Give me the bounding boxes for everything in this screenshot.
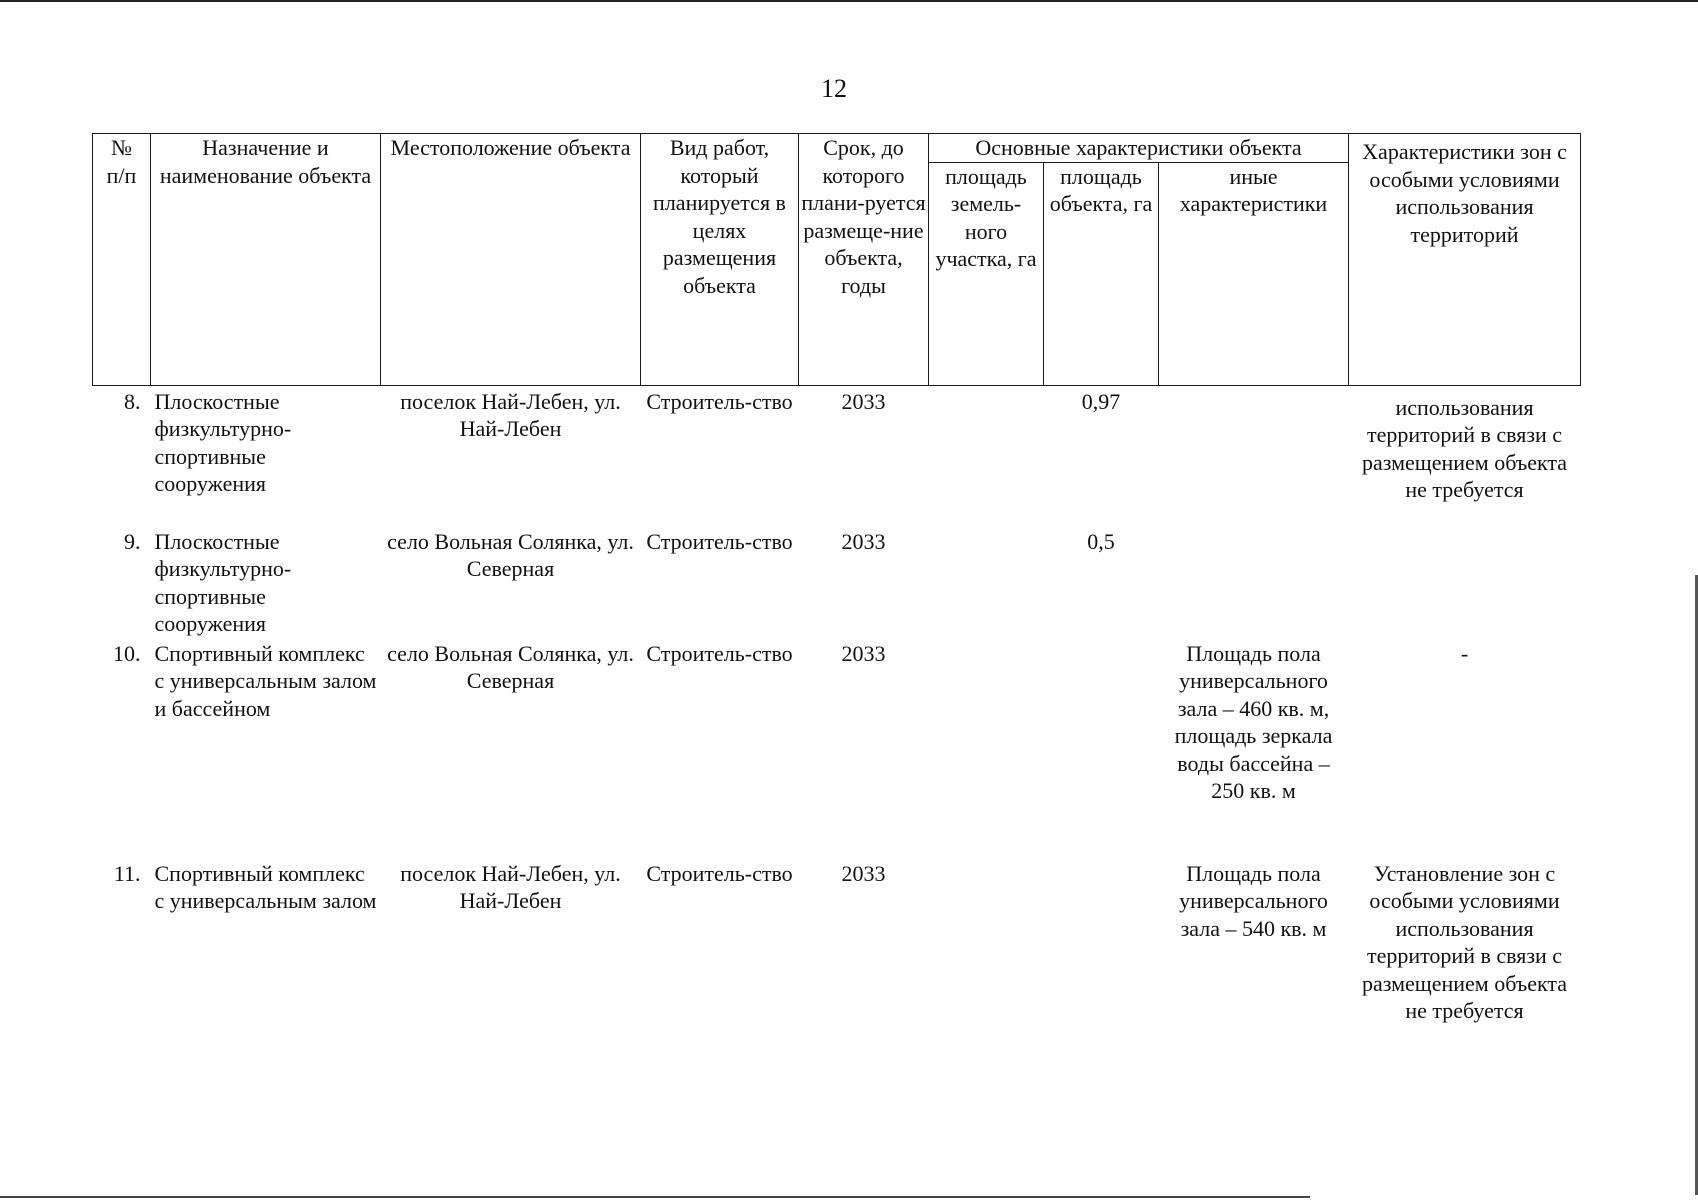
row-land-area: [929, 385, 1044, 526]
row-zones: использования территорий в связи с размещением объекта не требуется: [1361, 394, 1568, 502]
row-other: Площадь пола универсального зала – 460 кв. м, площадь зеркала воды бассейна – 250 кв. м: [1174, 640, 1333, 803]
table-row: [93, 858, 1581, 1090]
row-object-area: 0,5: [1087, 528, 1115, 554]
row-name: Спортивный комплекс с универсальным залом: [154, 860, 377, 913]
row-name: Спортивный комплекс с универсальным залом и бассейном: [154, 640, 377, 721]
row-object-area: 0,97: [1081, 388, 1121, 414]
row-name: Плоскостные физкультурно-спортивные сооружения: [154, 388, 292, 496]
row-year: 2033: [841, 528, 886, 554]
header-land-area: площадь земель-ного участка, га: [929, 162, 1044, 385]
row-zones: Установление зон с особыми условиями использования территорий в связи с размещением объекта не требуется: [1361, 860, 1568, 1023]
table-row: [93, 385, 1581, 526]
page-number: 12: [821, 74, 847, 103]
row-work: Строитель-ство: [646, 640, 793, 666]
row-other: [1159, 526, 1349, 638]
row-location: село Вольная Солянка, ул. Северная: [387, 640, 634, 693]
row-land-area: [929, 638, 1044, 858]
row-object-area: [1044, 638, 1159, 858]
row-work: Строитель-ство: [646, 388, 793, 414]
row-year: 2033: [841, 388, 886, 414]
table-row: [93, 526, 1581, 638]
row-land-area: [929, 858, 1044, 1090]
row-location: село Вольная Солянка, ул. Северная: [387, 528, 634, 581]
row-location: поселок Най-Лебен, ул. Най-Лебен: [400, 388, 621, 441]
header-deadline: Срок, до которого плани-руется размеще-ние объекта, годы: [799, 134, 929, 386]
table-row: [93, 638, 1581, 858]
row-land-area: [929, 526, 1044, 638]
header-main-characteristics: Основные характеристики объекта: [929, 134, 1349, 163]
row-num: 9.: [124, 528, 141, 554]
row-other: Площадь пола универсального зала – 540 кв. м: [1179, 860, 1328, 941]
row-num: 8.: [124, 388, 141, 414]
row-object-area: [1044, 858, 1159, 1090]
header-location: Местоположение объекта: [381, 134, 641, 386]
header-work-type: Вид работ, который планируется в целях размещения объекта: [641, 134, 799, 386]
header-zones: Характеристики зон с особыми условиями использования территорий: [1349, 134, 1581, 386]
row-work: Строитель-ство: [646, 860, 793, 886]
header-other-characteristics: иные характеристики: [1159, 162, 1349, 385]
header-num: № п/п: [93, 134, 151, 386]
row-work: Строитель-ство: [646, 528, 793, 554]
row-name: Плоскостные физкультурно-спортивные сооружения: [154, 528, 292, 636]
row-year: 2033: [841, 860, 886, 886]
row-num: 11.: [113, 860, 141, 886]
header-object-area: площадь объекта, га: [1044, 162, 1159, 385]
row-zones: [1349, 526, 1581, 638]
row-other: [1159, 385, 1349, 526]
objects-table: [92, 133, 1581, 1090]
row-zones: -: [1460, 640, 1469, 666]
table-header: [93, 134, 1581, 386]
row-num: 10.: [113, 640, 141, 666]
row-year: 2033: [841, 640, 886, 666]
scan-border-bottom: [0, 1196, 1310, 1198]
table-body: [93, 385, 1581, 1090]
header-name: Назначение и наименование объекта: [151, 134, 381, 386]
scan-border-top: [0, 0, 1698, 2]
row-location: поселок Най-Лебен, ул. Най-Лебен: [400, 860, 621, 913]
